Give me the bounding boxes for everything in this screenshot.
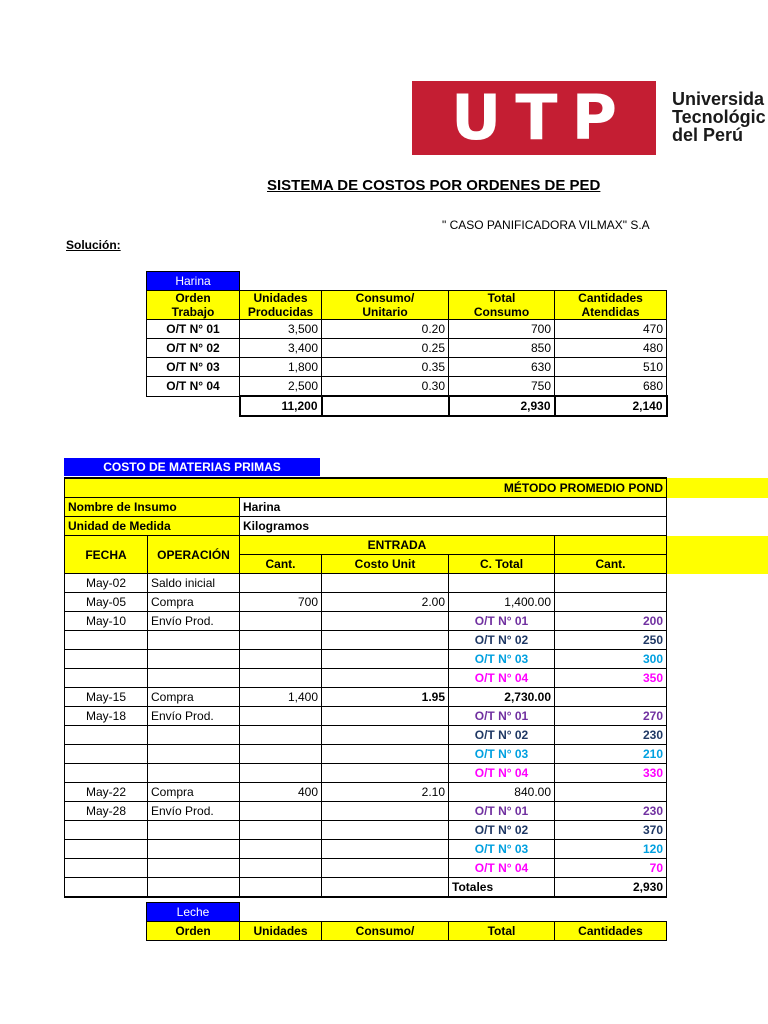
kardex-cell-ct: O/T N° 04: [449, 859, 555, 878]
kardex-cell-cu: [322, 726, 449, 745]
kardex-cell-fecha: May-15: [65, 688, 148, 707]
operacion-header: OPERACIÓN: [148, 536, 240, 574]
kardex-cell-sal: [555, 688, 667, 707]
kardex-row: [65, 821, 768, 840]
kardex-row: [65, 859, 768, 878]
table-row: O/T N° 03 1,800 0.35 630 510: [147, 358, 667, 377]
kardex-cell-sal: 370: [555, 821, 667, 840]
kardex-cell-cant: [240, 612, 322, 631]
kardex-cell-op: [148, 745, 240, 764]
leche-summary-table: [146, 902, 667, 941]
kardex-cell-cant: [240, 726, 322, 745]
kardex-cell-fecha: May-22: [65, 783, 148, 802]
salida-cant-header: Cant.: [555, 555, 667, 574]
kardex-cell-op: [148, 821, 240, 840]
kardex-cell-fecha: [65, 650, 148, 669]
kardex-cell-cu: [322, 764, 449, 783]
kardex-cell-fecha: [65, 669, 148, 688]
kardex-row: [65, 669, 768, 688]
kardex-cell-ct: O/T N° 02: [449, 726, 555, 745]
harina-label: Harina: [147, 272, 240, 291]
kardex-cell-sal: 120: [555, 840, 667, 859]
kardex-cell-op: [148, 859, 240, 878]
kardex-cell-fecha: [65, 821, 148, 840]
kardex-cell-cant: 700: [240, 593, 322, 612]
header-cell: Consumo/ Unitario: [322, 291, 449, 320]
header-cell: Unidades Producidas: [240, 291, 322, 320]
cant-header: Cant.: [240, 555, 322, 574]
kardex-cell-cant: [240, 840, 322, 859]
kardex-cell-ct: O/T N° 01: [449, 612, 555, 631]
kardex-cell-op: Compra: [148, 688, 240, 707]
kardex-cell-ct: O/T N° 03: [449, 745, 555, 764]
kardex-row: [65, 650, 768, 669]
kardex-cell-sal: 350: [555, 669, 667, 688]
kardex-cell-cu: [322, 840, 449, 859]
kardex-cell-op: Saldo inicial: [148, 574, 240, 593]
method-label: MÉTODO PROMEDIO POND: [65, 478, 667, 498]
kardex-cell-cant: 400: [240, 783, 322, 802]
page-title: SISTEMA DE COSTOS POR ORDENES DE PED: [267, 177, 601, 194]
page-subtitle: " CASO PANIFICADORA VILMAX" S.A: [442, 218, 650, 232]
kardex-cell-sal: 330: [555, 764, 667, 783]
header-cell: Total Consumo: [449, 291, 555, 320]
table-row: O/T N° 04 2,500 0.30 750 680: [147, 377, 667, 397]
costo-unit-header: Costo Unit: [322, 555, 449, 574]
harina-summary-table: [146, 271, 668, 417]
totales-value: 2,930: [555, 878, 667, 898]
kardex-cell-sal: [555, 593, 667, 612]
header-cell: Orden Trabajo: [147, 291, 240, 320]
kardex-row: [65, 574, 768, 593]
kardex-cell-cant: [240, 574, 322, 593]
kardex-cell-fecha: May-05: [65, 593, 148, 612]
kardex-row: [65, 783, 768, 802]
kardex-cell-ct: O/T N° 04: [449, 764, 555, 783]
c-total-header: C. Total: [449, 555, 555, 574]
kardex-cell-cu: 2.10: [322, 783, 449, 802]
kardex-cell-fecha: [65, 745, 148, 764]
kardex-cell-fecha: [65, 631, 148, 650]
university-name: Universida Tecnológic del Perú: [672, 89, 766, 145]
kardex-cell-cant: [240, 669, 322, 688]
kardex-cell-ct: 1,400.00: [449, 593, 555, 612]
kardex-cell-op: Envío Prod.: [148, 802, 240, 821]
kardex-cell-op: [148, 631, 240, 650]
unidad-value: Kilogramos: [240, 517, 667, 536]
kardex-cell-fecha: [65, 840, 148, 859]
table-row: O/T N° 01 3,500 0.20 700 470: [147, 320, 667, 339]
kardex-cell-op: Compra: [148, 593, 240, 612]
kardex-cell-sal: [555, 783, 667, 802]
kardex-cell-ct: [449, 574, 555, 593]
kardex-cell-cant: [240, 859, 322, 878]
header-cell: Cantidades Atendidas: [555, 291, 667, 320]
kardex-cell-cu: 1.95: [322, 688, 449, 707]
kardex-cell-ct: O/T N° 03: [449, 840, 555, 859]
unidad-label: Unidad de Medida: [65, 517, 240, 536]
table-row: O/T N° 02 3,400 0.25 850 480: [147, 339, 667, 358]
kardex-cell-cant: 1,400: [240, 688, 322, 707]
kardex-cell-op: [148, 764, 240, 783]
insumo-value: Harina: [240, 498, 667, 517]
kardex-cell-ct: 840.00: [449, 783, 555, 802]
kardex-cell-fecha: May-28: [65, 802, 148, 821]
totals-row: 11,200 2,930 2,140: [147, 396, 667, 416]
kardex-cell-cu: [322, 612, 449, 631]
kardex-cell-sal: 250: [555, 631, 667, 650]
kardex-cell-fecha: May-10: [65, 612, 148, 631]
kardex-row: [65, 593, 768, 612]
kardex-cell-cant: [240, 764, 322, 783]
kardex-cell-ct: O/T N° 04: [449, 669, 555, 688]
kardex-cell-fecha: [65, 764, 148, 783]
kardex-cell-fecha: [65, 726, 148, 745]
kardex-cell-sal: 270: [555, 707, 667, 726]
kardex-cell-ct: O/T N° 02: [449, 631, 555, 650]
kardex-row: [65, 802, 768, 821]
kardex-cell-op: Compra: [148, 783, 240, 802]
kardex-cell-ct: O/T N° 01: [449, 707, 555, 726]
kardex-cell-sal: [555, 574, 667, 593]
kardex-totals-row: [65, 878, 768, 898]
kardex-cell-op: [148, 726, 240, 745]
logo-letter: T: [515, 81, 558, 154]
utp-logo: [412, 81, 656, 155]
kardex-cell-cu: [322, 650, 449, 669]
kardex-cell-cu: [322, 802, 449, 821]
solucion-label: Solución:: [66, 238, 121, 252]
kardex-cell-sal: 230: [555, 726, 667, 745]
kardex-cell-op: [148, 840, 240, 859]
kardex-cell-sal: 70: [555, 859, 667, 878]
kardex-cell-sal: 200: [555, 612, 667, 631]
logo-letter: P: [571, 81, 618, 154]
kardex-cell-ct: O/T N° 03: [449, 650, 555, 669]
kardex-row: [65, 764, 768, 783]
kardex-cell-op: [148, 650, 240, 669]
kardex-cell-ct: 2,730.00: [449, 688, 555, 707]
entrada-header: ENTRADA: [240, 536, 555, 555]
kardex-cell-fecha: [65, 859, 148, 878]
kardex-row: [65, 707, 768, 726]
kardex-cell-sal: 230: [555, 802, 667, 821]
kardex-cell-ct: O/T N° 01: [449, 802, 555, 821]
header-cell: Consumo/: [322, 922, 449, 941]
kardex-cell-fecha: May-18: [65, 707, 148, 726]
kardex-cell-cant: [240, 631, 322, 650]
kardex-cell-cu: [322, 574, 449, 593]
kardex-cell-fecha: May-02: [65, 574, 148, 593]
totales-label: Totales: [449, 878, 555, 898]
insumo-label: Nombre de Insumo: [65, 498, 240, 517]
kardex-row: [65, 631, 768, 650]
kardex-row: [65, 745, 768, 764]
logo-letter: U: [450, 81, 502, 154]
header-cell: Orden: [147, 922, 240, 941]
header-cell: Total: [449, 922, 555, 941]
kardex-cell-sal: 300: [555, 650, 667, 669]
kardex-cell-cu: [322, 745, 449, 764]
kardex-cell-cant: [240, 802, 322, 821]
fecha-header: FECHA: [65, 536, 148, 574]
kardex-cell-sal: 210: [555, 745, 667, 764]
kardex-cell-cant: [240, 650, 322, 669]
kardex-cell-cu: [322, 669, 449, 688]
kardex-cell-op: Envío Prod.: [148, 707, 240, 726]
kardex-table: [64, 477, 768, 898]
header-cell: Unidades: [240, 922, 322, 941]
kardex-cell-cu: [322, 631, 449, 650]
kardex-row: [65, 726, 768, 745]
kardex-row: [65, 688, 768, 707]
kardex-cell-cu: [322, 821, 449, 840]
kardex-cell-cu: [322, 707, 449, 726]
header-cell: Cantidades: [555, 922, 667, 941]
kardex-row: [65, 612, 768, 631]
leche-label: Leche: [147, 903, 240, 922]
kardex-cell-op: Envío Prod.: [148, 612, 240, 631]
kardex-cell-cu: 2.00: [322, 593, 449, 612]
kardex-cell-cant: [240, 745, 322, 764]
kardex-cell-cant: [240, 707, 322, 726]
kardex-cell-op: [148, 669, 240, 688]
kardex-cell-ct: O/T N° 02: [449, 821, 555, 840]
kardex-cell-cu: [322, 859, 449, 878]
kardex-row: [65, 840, 768, 859]
costo-materias-label: COSTO DE MATERIAS PRIMAS: [64, 458, 320, 476]
kardex-cell-cant: [240, 821, 322, 840]
